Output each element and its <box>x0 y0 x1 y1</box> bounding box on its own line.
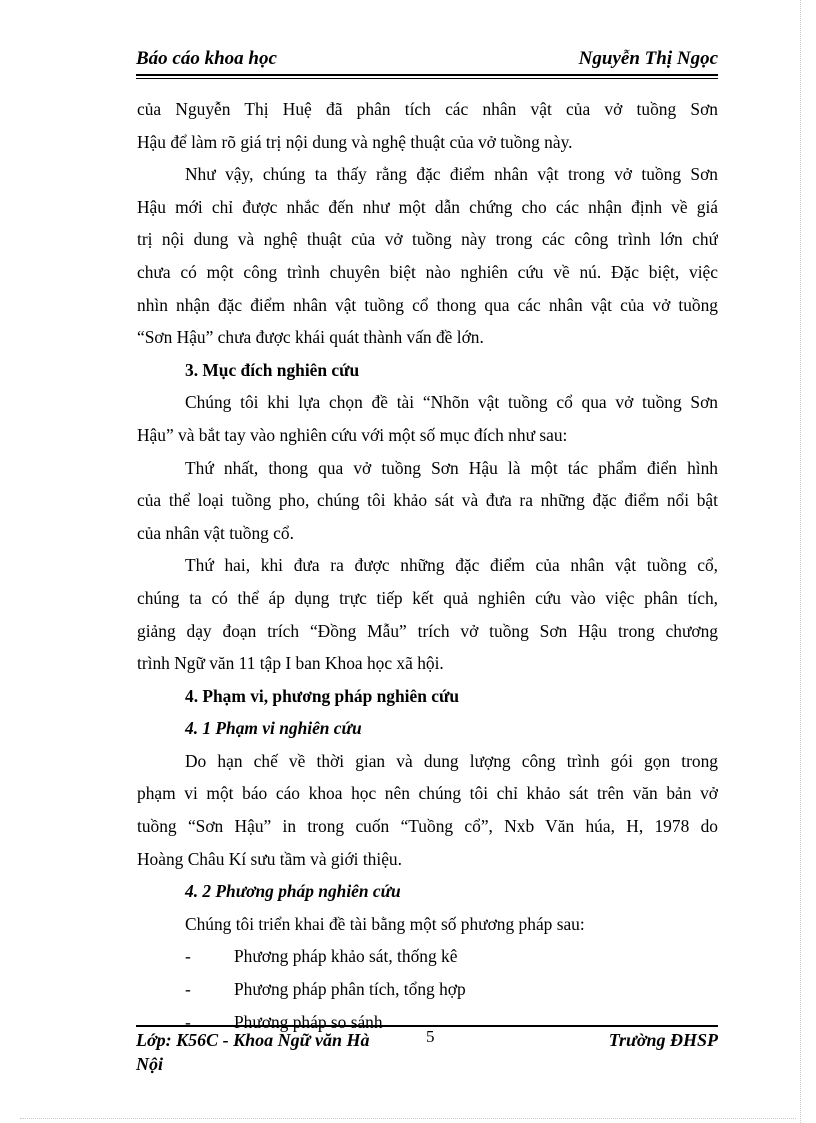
paragraph-line: trị nội dung và nghệ thuật của vở tuồng này trong các công trình lớn chứ <box>137 229 718 250</box>
header-author-name: Nguyễn Thị Ngọc <box>578 48 718 69</box>
paragraph-line: “Sơn Hậu” chưa được khái quát thành vấn đề lớn. <box>137 327 484 348</box>
header-report-title: Báo cáo khoa học <box>136 48 277 69</box>
paragraph-line: tuồng “Sơn Hậu” in trong cuốn “Tuồng cổ”, Nxb Văn húa, H, 1978 do <box>137 816 718 837</box>
paragraph-line: nhìn nhận đặc điểm nhân vật tuồng cổ thong qua các nhân vật của vở tuồng <box>137 294 718 315</box>
page-header <box>136 48 718 76</box>
paragraph-line: giảng dạy đoạn trích “Đồng Mẫu” trích vở tuồng Sơn Hậu trong chương <box>137 620 718 641</box>
page-edge-dotted-line <box>20 1118 796 1119</box>
list-item <box>137 973 718 1006</box>
paragraph-line: phạm vi một báo cáo khoa học nên chúng tôi chỉ khảo sát trên văn bản vở <box>137 783 718 804</box>
document-body <box>137 93 718 1038</box>
list-item <box>137 940 718 973</box>
subsection-heading: 4. 1 Phạm vi nghiên cứu <box>185 718 362 739</box>
page-number: 5 <box>426 1027 435 1046</box>
list-bullet: - <box>185 946 191 967</box>
paragraph-line: của nhân vật tuồng cổ. <box>137 522 294 543</box>
list-item-text: Phương pháp phân tích, tổng hợp <box>234 979 466 1000</box>
list-bullet: - <box>185 1011 191 1032</box>
page-edge-dotted-line-vertical <box>800 0 801 1123</box>
paragraph-line: trình Ngữ văn 11 tập I ban Khoa học xã hội. <box>137 653 444 674</box>
paragraph-line: của thể loại tuồng pho, chúng tôi khảo sát và đưa ra những đặc điểm nổi bật <box>137 490 718 511</box>
paragraph-line: Thứ nhất, thong qua vở tuồng Sơn Hậu là một tác phẩm điển hình <box>185 457 718 478</box>
paragraph-line: Do hạn chế về thời gian và dung lượng công trình gói gọn trong <box>185 750 718 771</box>
section-heading: 4. Phạm vi, phương pháp nghiên cứu <box>185 685 460 706</box>
paragraph-line: Thứ hai, khi đưa ra được những đặc điểm của nhân vật tuồng cổ, <box>185 555 718 576</box>
paragraph-line: Hậu mới chỉ được nhắc đến như một dẫn chứng cho các nhận định về giá <box>137 196 718 217</box>
list-bullet: - <box>185 979 191 1000</box>
footer-class-info: Lớp: K56C - Khoa Ngữ văn Hà Nội <box>136 1030 370 1074</box>
paragraph-line: của Nguyễn Thị Huệ đã phân tích các nhân vật của vở tuồng Sơn <box>137 99 718 119</box>
paragraph-line: Như vậy, chúng ta thấy rằng đặc điểm nhân vật trong vở tuồng Sơn <box>185 164 718 185</box>
paragraph-line: chúng ta có thể áp dụng trực tiếp kết quả nghiên cứu vào việc phân tích, <box>137 587 718 608</box>
paragraph-line: Hoàng Châu Kí sưu tầm và giới thiệu. <box>137 848 402 869</box>
list-item-text: Phương pháp khảo sát, thống kê <box>234 946 458 967</box>
header-rule <box>136 74 718 76</box>
header-rule-thin <box>136 78 718 79</box>
list-item-text: Phương pháp so sánh <box>234 1011 383 1032</box>
section-heading: 3. Mục đích nghiên cứu <box>185 359 360 380</box>
paragraph-line: Chúng tôi khi lựa chọn đề tài “Nhõn vật tuồng cổ qua vở tuồng Sơn <box>185 392 718 413</box>
paragraph-line: Chúng tôi triển khai đề tài bằng một số phương pháp sau: <box>185 913 585 934</box>
paragraph-line: Hậu” và bắt tay vào nghiên cứu với một số mục đích như sau: <box>137 424 568 445</box>
subsection-heading: 4. 2 Phương pháp nghiên cứu <box>185 881 401 902</box>
footer-school-name: Trường ĐHSP <box>608 1030 718 1050</box>
paragraph-line: chưa có một công trình chuyên biệt nào nghiên cứu về nú. Đặc biệt, việc <box>137 261 718 282</box>
paragraph-line: Hậu để làm rõ giá trị nội dung và nghệ thuật của vở tuồng này. <box>137 131 573 152</box>
